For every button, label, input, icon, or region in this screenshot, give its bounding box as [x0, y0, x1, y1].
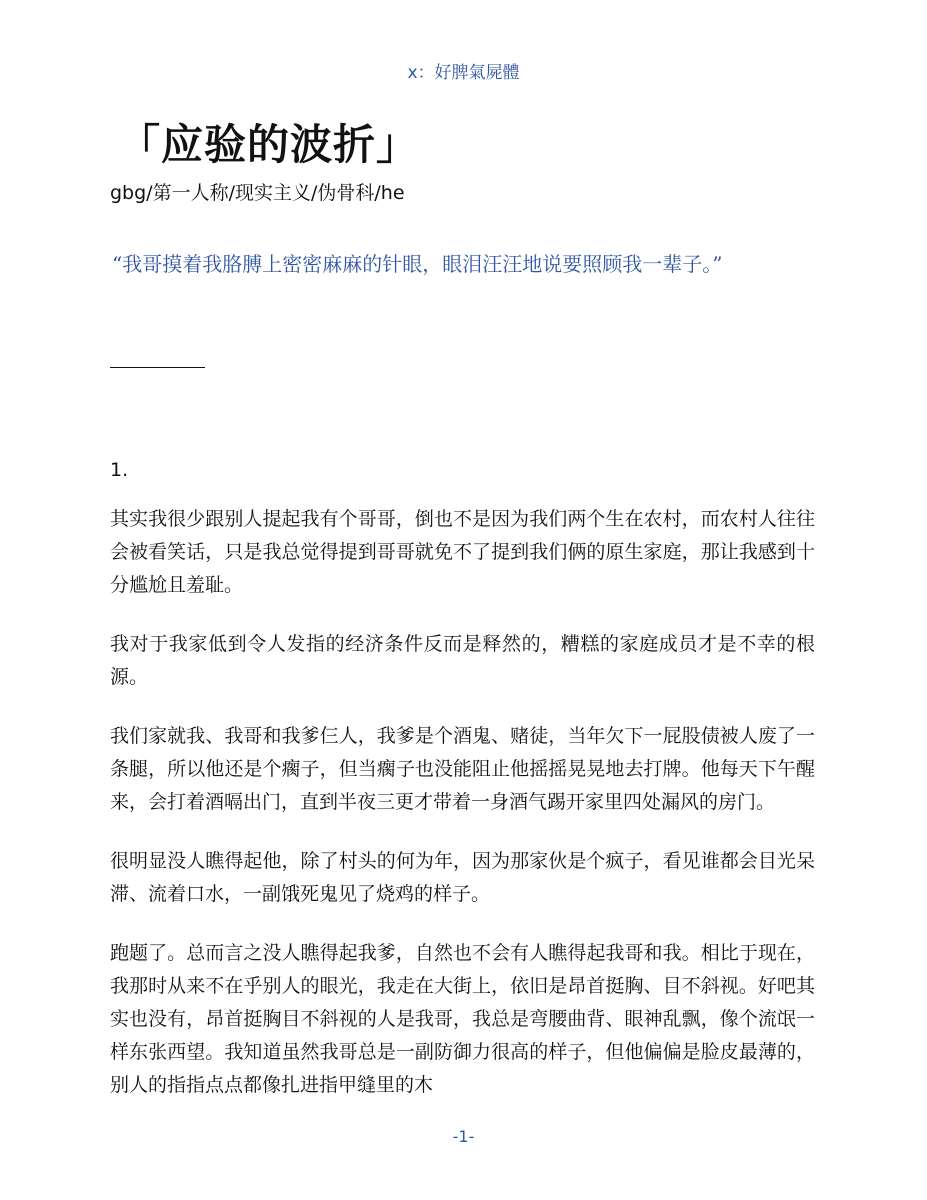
paragraph: 其实我很少跟别人提起我有个哥哥，倒也不是因为我们两个生在农村，而农村人往往会被看笑话，只是我总觉得提到哥哥就免不了提到我们俩的原生家庭，那让我感到十分尴尬且羞耻。: [110, 508, 815, 596]
section-divider: [110, 367, 205, 368]
summary-quote: “我哥摸着我胳膊上密密麻麻的针眼，眼泪汪汪地说要照顾我一辈子。”: [112, 252, 723, 276]
chapter-body: [110, 503, 815, 1128]
author-handle: x：好脾氣屍體: [407, 63, 520, 83]
paragraph: 跑题了。总而言之没人瞧得起我爹，自然也不会有人瞧得起我哥和我。相比于现在，我那时从来不在乎别人的眼光，我走在大街上，依旧是昂首挺胸、目不斜视。好吧其实也没有，昂首挺胸目不斜视的人是我哥，我总是弯腰曲背、眼神乱飘，像个流氓一样东张西望。我知道虽然我哥总是一副防御力很高的样子，但他偏偏是脸皮最薄的，别人的指指点点都像扎进指甲缝里的木: [110, 942, 815, 1096]
chapter-number: 1.: [110, 459, 129, 481]
paragraph: 我们家就我、我哥和我爹仨人，我爹是个酒鬼、赌徒，当年欠下一屁股债被人废了一条腿，所以他还是个瘸子，但当瘸子也没能阻止他摇摇晃晃地去打牌。他每天下午醒来，会打着酒嗝出门，直到半夜三更才带着一身酒气踢开家里四处漏风的房门。: [110, 725, 815, 813]
paragraph: 我对于我家低到令人发指的经济条件反而是释然的，糟糕的家庭成员才是不幸的根源。: [110, 633, 815, 688]
paragraph: 很明显没人瞧得起他，除了村头的何为年，因为那家伙是个疯子，看见谁都会目光呆滞、流着口水，一副饿死鬼见了烧鸡的样子。: [110, 850, 815, 905]
page-number: -1-: [452, 1127, 475, 1146]
story-title: 「应验的波折」: [118, 120, 420, 169]
story-tags: gbg/第一人称/现实主义/伪骨科/he: [110, 182, 405, 204]
